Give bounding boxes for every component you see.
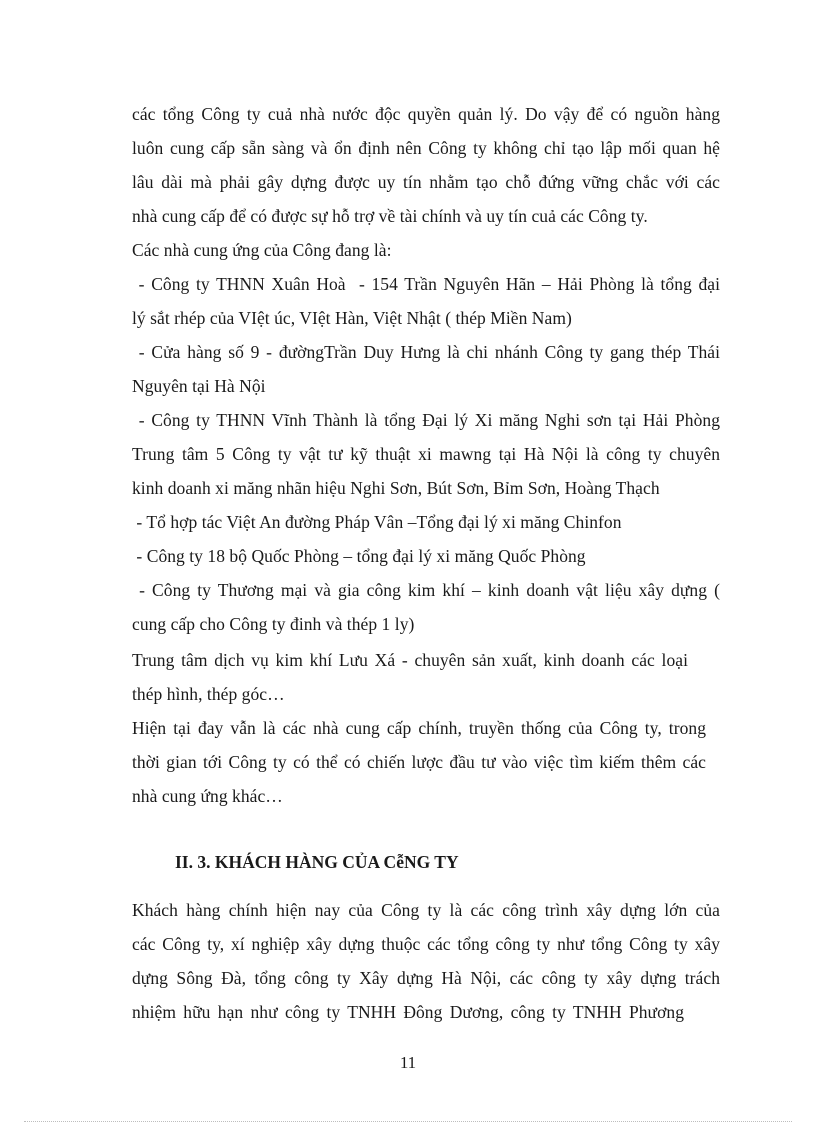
list-item: - Công ty 18 bộ Quốc Phòng – tổng đại lý xi măng Quốc Phòng <box>132 546 586 566</box>
body-line: Hiện tại đay vẫn là các nhà cung cấp chính, truyền thống của Công ty, trong <box>132 718 706 738</box>
body-line: kinh doanh xi măng nhãn hiệu Nghi Sơn, Bút Sơn, Bỉm Sơn, Hoàng Thạch <box>132 478 660 498</box>
body-line: nhà cung cấp để có được sự hỗ trợ về tài chính và uy tín cuả các Công ty. <box>132 206 648 226</box>
body-line: thép hình, thép góc… <box>132 684 285 704</box>
body-line: các tổng Công ty cuả nhà nước độc quyền quản lý. Do vậy để có nguồn hàng <box>132 104 720 124</box>
body-line: nhiệm hữu hạn như công ty TNHH Đông Dương, công ty TNHH Phương <box>132 1002 684 1022</box>
section-heading: II. 3. KHÁCH HÀNG CỦA CễNG TY <box>175 852 459 872</box>
body-line: Khách hàng chính hiện nay của Công ty là các công trình xây dựng lớn của <box>132 900 720 920</box>
list-item: - Công ty THNN Xuân Hoà - 154 Trần Nguyên Hãn – Hải Phòng là tổng đại <box>132 274 720 294</box>
body-line: Các nhà cung ứng của Công đang là: <box>132 240 392 260</box>
body-line: luôn cung cấp sẵn sàng và ổn định nên Công ty không chỉ tạo lập mối quan hệ <box>132 138 720 158</box>
list-item: - Cửa hàng số 9 - đườngTrần Duy Hưng là chi nhánh Công ty gang thép Thái <box>132 342 720 362</box>
body-line: thời gian tới Công ty có thể có chiến lược đầu tư vào việc tìm kiếm thêm các <box>132 752 706 772</box>
body-line: Nguyên tại Hà Nội <box>132 376 266 396</box>
body-line: Trung tâm 5 Công ty vật tư kỹ thuật xi mawng tại Hà Nội là công ty chuyên <box>132 444 720 464</box>
page-bottom-divider <box>24 1121 792 1122</box>
page-number: 11 <box>399 1053 417 1072</box>
list-item: - Công ty Thương mại và gia công kim khí – kinh doanh vật liệu xây dựng ( <box>132 580 720 600</box>
body-line: lâu dài mà phải gây dựng được uy tín nhằm tạo chỗ đứng vững chắc với các <box>132 172 720 192</box>
body-line: Trung tâm dịch vụ kim khí Lưu Xá - chuyên sản xuất, kinh doanh các loại <box>132 650 688 670</box>
list-item: - Công ty THNN Vĩnh Thành là tổng Đại lý Xi măng Nghi sơn tại Hải Phòng <box>132 410 720 430</box>
body-line: nhà cung ứng khác… <box>132 786 283 806</box>
body-line: các Công ty, xí nghiệp xây dựng thuộc các tổng công ty như tổng Công ty xây <box>132 934 720 954</box>
list-item: - Tổ hợp tác Việt An đường Pháp Vân –Tổng đại lý xi măng Chinfon <box>132 512 622 532</box>
body-line: lý sắt rhép của VIệt úc, VIệt Hàn, Việt Nhật ( thép Miền Nam) <box>132 308 572 328</box>
body-line: cung cấp cho Công ty đinh và thép 1 ly) <box>132 614 415 634</box>
body-line: dựng Sông Đà, tổng công ty Xây dựng Hà Nội, các công ty xây dựng trách <box>132 968 720 988</box>
